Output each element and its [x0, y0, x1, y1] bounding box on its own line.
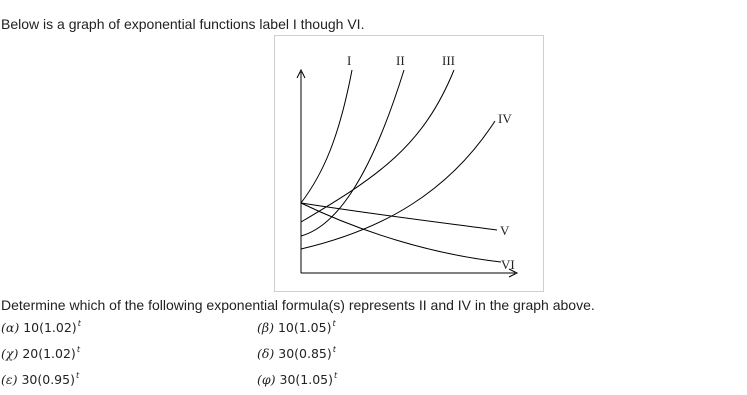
option-formula: 10(1.05)	[277, 320, 332, 335]
option-formula: 30(0.85)	[278, 346, 332, 361]
option-marker: (ε)	[1, 372, 18, 387]
option-formula: 10(1.02)	[23, 320, 77, 335]
option-exponent: t	[332, 319, 336, 328]
option-formula: 30(1.05)	[279, 372, 333, 387]
curve-label-v: V	[500, 223, 510, 238]
option-marker: (δ)	[257, 346, 275, 361]
option-chi[interactable]	[1, 345, 80, 363]
option-exponent: t	[332, 345, 336, 354]
option-delta[interactable]	[257, 345, 336, 363]
option-beta[interactable]	[257, 319, 336, 337]
curve-label-ii: II	[396, 53, 405, 68]
exponential-graph	[274, 35, 544, 292]
option-exponent: t	[75, 371, 80, 380]
curve-label-iii: III	[442, 53, 455, 68]
option-formula: 30(0.95)	[21, 372, 75, 387]
option-epsilon[interactable]	[1, 371, 79, 389]
curve-label-vi: VI	[501, 257, 515, 272]
option-phi[interactable]	[257, 371, 337, 389]
option-marker: (β)	[257, 320, 274, 335]
intro-text: Below is a graph of exponential functions label I though VI.	[1, 16, 365, 32]
curve-i	[301, 70, 352, 203]
curve-vi	[301, 203, 501, 262]
option-marker: (φ)	[257, 372, 276, 387]
option-exponent: t	[76, 345, 80, 354]
curve-iii	[301, 70, 454, 222]
option-marker: (α)	[1, 320, 20, 335]
graph-svg	[275, 36, 543, 291]
option-exponent: t	[334, 371, 338, 380]
curve-label-iv: IV	[498, 111, 512, 126]
option-alpha[interactable]	[1, 319, 81, 337]
question-text: Determine which of the following exponential formula(s) represents II and IV in the graph above.	[1, 297, 595, 313]
option-formula: 20(1.02)	[22, 346, 76, 361]
curve-iv	[301, 121, 495, 249]
option-exponent: t	[77, 319, 81, 328]
option-marker: (χ)	[1, 346, 19, 361]
curve-label-i: I	[347, 53, 352, 68]
